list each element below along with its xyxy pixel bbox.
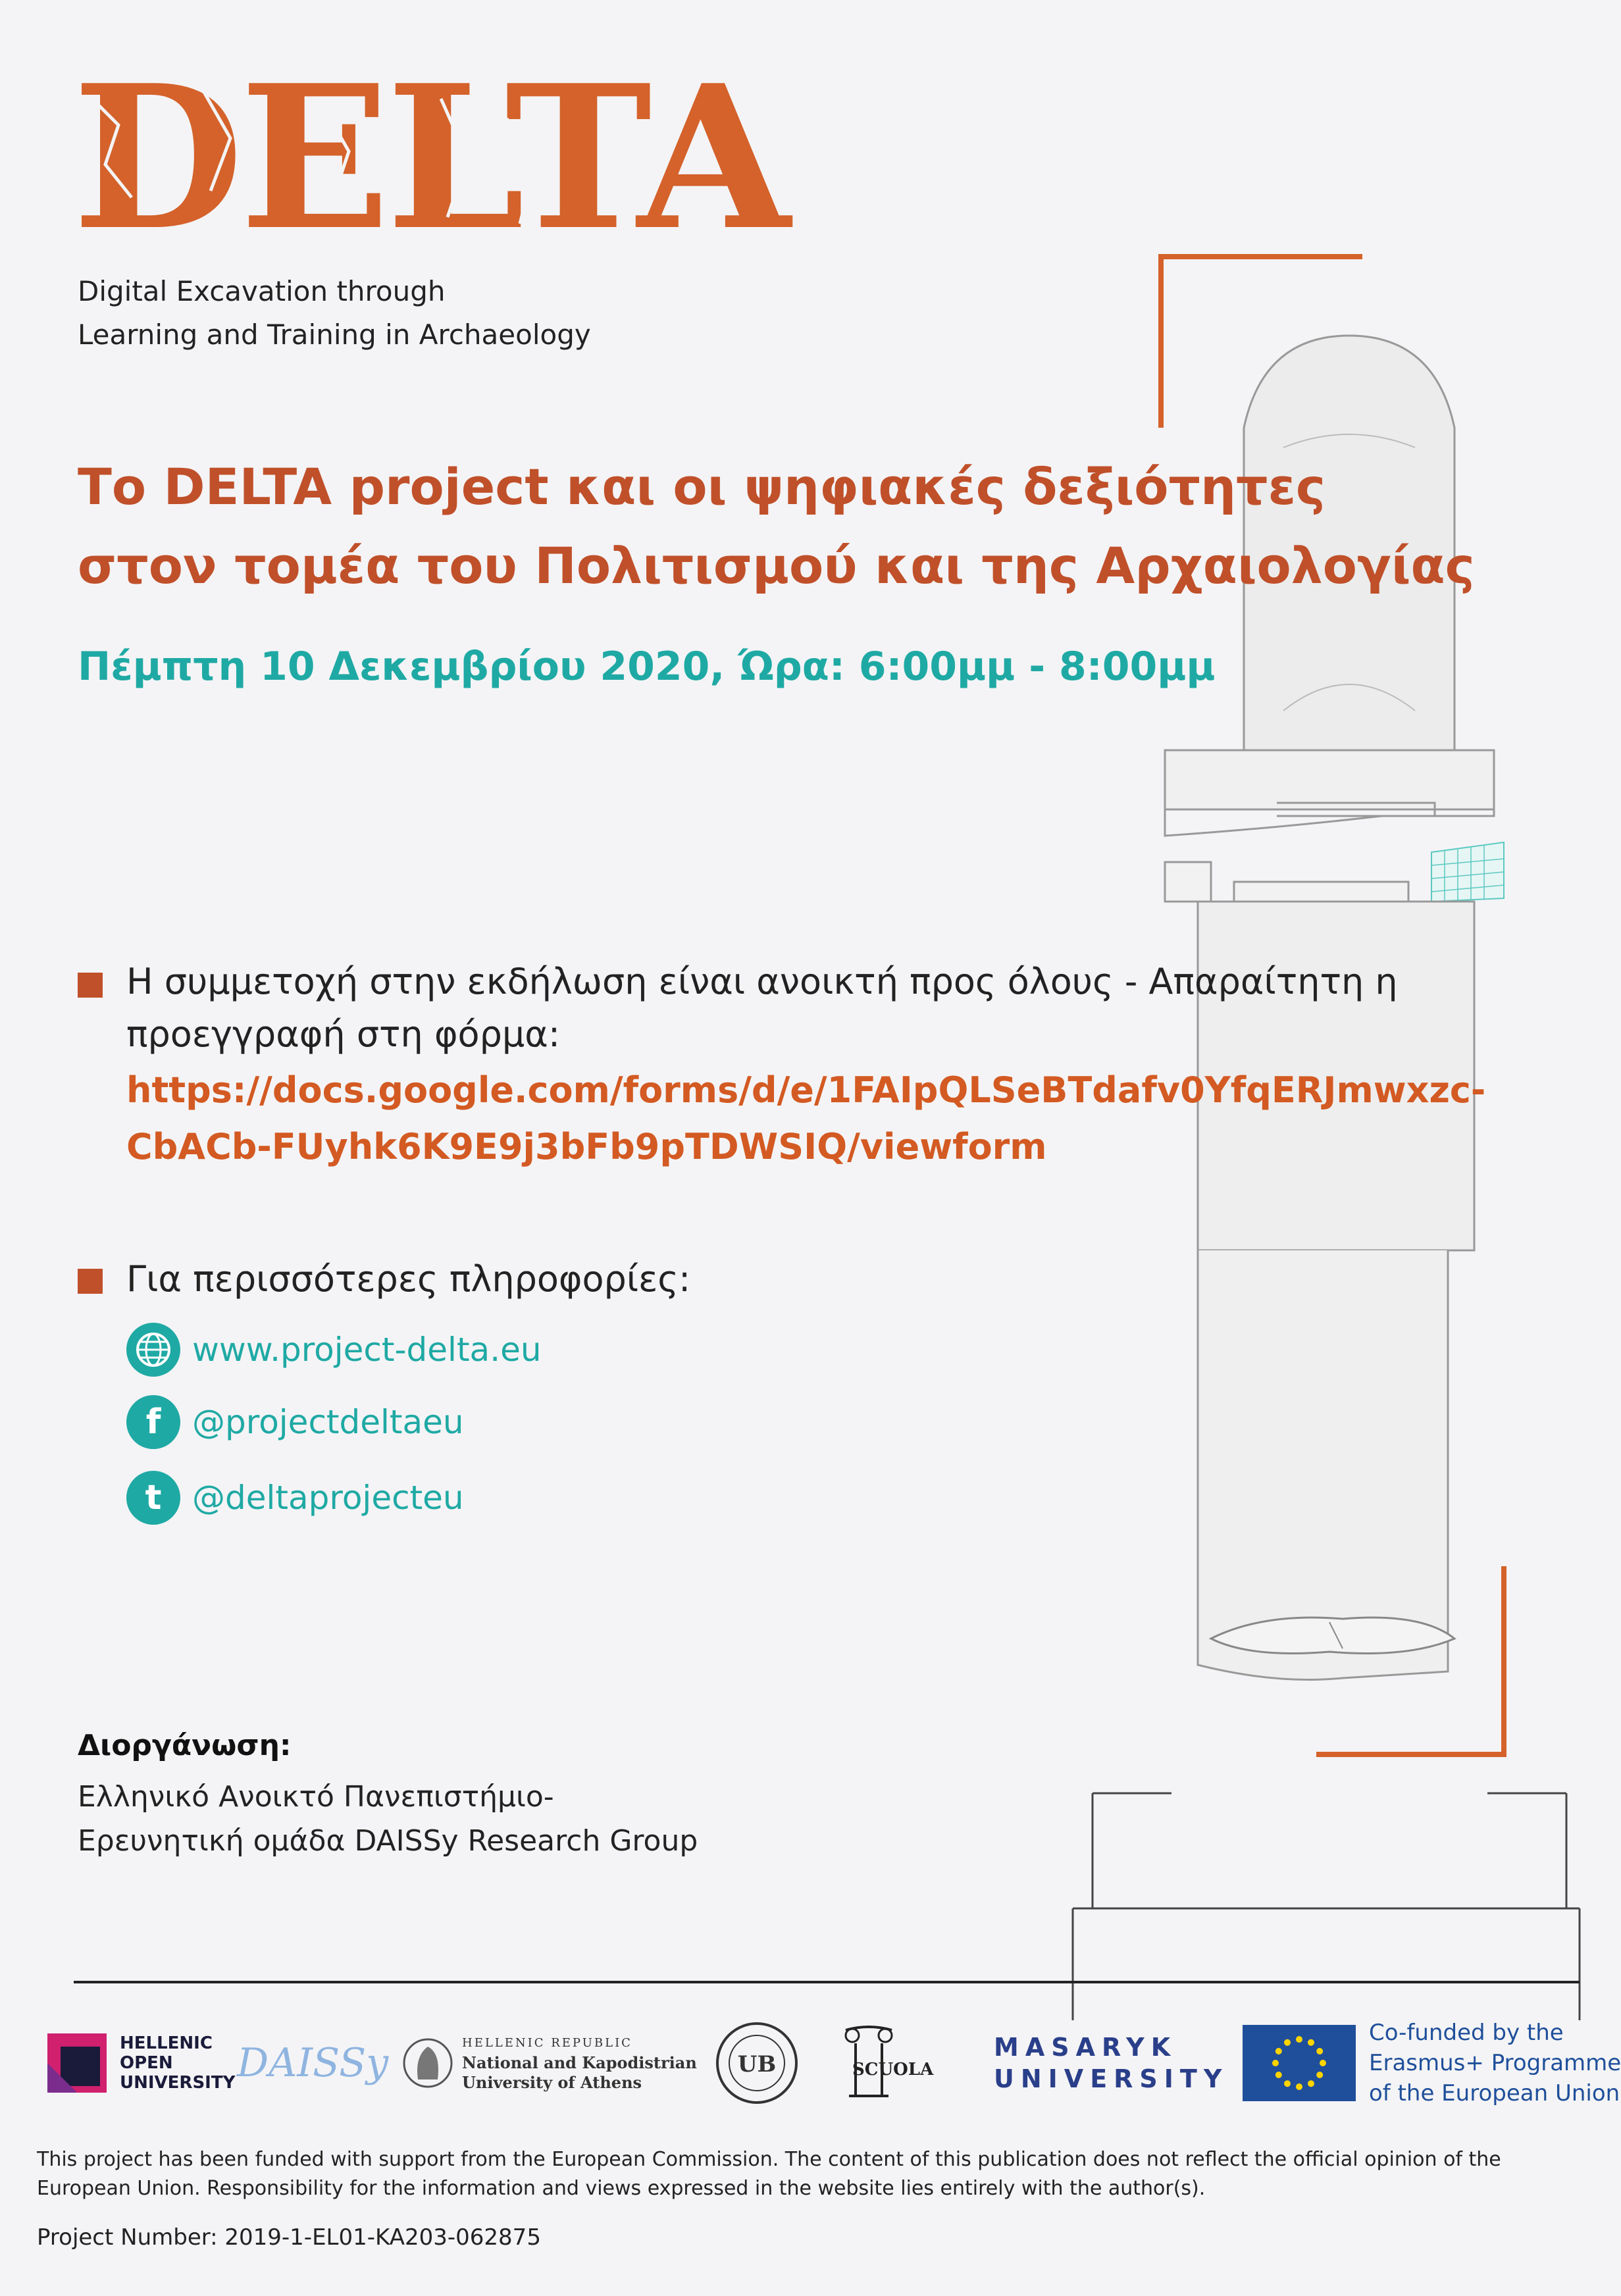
registration-link-line-1[interactable]: https://docs.google.com/forms/d/e/1FAIpQLSeBTdafv0YfqERJmwxzc-: [126, 1069, 1486, 1111]
registration-line-2: προεγγραφή στη φόρμα:: [126, 1013, 561, 1055]
eu-star-icon: [1296, 2083, 1302, 2090]
hou-logo: [41, 2014, 235, 2112]
eu-star-icon: [1296, 2036, 1302, 2043]
event-title-line-1: Το DELTA project και οι ψηφιακές δεξιότητες: [78, 457, 1325, 516]
erasmus-line-3: of the European Union: [1369, 2080, 1620, 2106]
eu-star-icon: [1320, 2060, 1326, 2066]
bullet-square: [78, 973, 103, 998]
erasmus-line-2: Erasmus+ Programme: [1369, 2050, 1621, 2076]
daissy-logo: [237, 2014, 388, 2112]
registration-line-1: Η συμμετοχή στην εκδήλωση είναι ανοικτή προς όλους - Απαραίτητη η: [126, 961, 1398, 1002]
svg-text:UB: UB: [737, 2051, 777, 2078]
university-seal-icon: [714, 2020, 800, 2106]
bullet-square: [78, 1269, 103, 1294]
scuola-wordmark: SCUOLA: [852, 2060, 934, 2079]
twitter-link[interactable]: @deltaprojecteu: [192, 1479, 464, 1517]
website-link[interactable]: www.project-delta.eu: [192, 1331, 542, 1369]
nkua-line-1: HELLENIC REPUBLIC: [462, 2036, 632, 2050]
eu-star-icon: [1308, 2039, 1314, 2046]
website-row[interactable]: [126, 1323, 542, 1377]
organizer-line-2: Ερευνητική ομάδα DAISSy Research Group: [78, 1824, 698, 1858]
organizer-line-1: Ελληνικό Ανοικτό Πανεπιστήμιο-: [78, 1780, 554, 1814]
masaryk-logo: [994, 2014, 1228, 2112]
footer-divider: [74, 1981, 1580, 1983]
erasmus-logo: [1243, 2014, 1621, 2112]
hou-line-3: UNIVERSITY: [120, 2073, 236, 2093]
hou-line-1: HELLENIC: [120, 2033, 213, 2053]
eu-star-icon: [1316, 2048, 1323, 2054]
scuola-logo: [839, 2014, 933, 2112]
registration-text: [126, 956, 1410, 1061]
rome-university-seal: [714, 2014, 800, 2112]
hou-emblem-icon: [41, 2027, 113, 2099]
tagline-line-1: Digital Excavation through: [78, 275, 446, 307]
registration-link[interactable]: [126, 1062, 1485, 1175]
eu-star-icon: [1272, 2060, 1279, 2066]
eu-star-icon: [1275, 2048, 1282, 2054]
tagline-line-2: Learning and Training in Archaeology: [78, 319, 591, 351]
eu-star-icon: [1284, 2080, 1291, 2087]
globe-icon: [126, 1323, 180, 1377]
delta-wordmark: DELTA: [72, 41, 786, 274]
masaryk-line-2: UNIVERSITY: [994, 2064, 1229, 2093]
facebook-icon: f: [126, 1395, 180, 1449]
eu-star-icon: [1275, 2072, 1282, 2078]
event-title-line-2: στον τομέα του Πολιτισμού και της Αρχαιολογίας: [78, 536, 1475, 595]
funding-disclaimer: This project has been funded with support from the European Commission. The content of this publication does not reflect the official opinion of the European Union. Responsibility for the information and views expressed in the website lies entirely with the author(s).: [37, 2148, 1501, 2200]
eu-star-icon: [1284, 2039, 1291, 2046]
twitter-row[interactable]: [126, 1471, 464, 1525]
facebook-row[interactable]: [126, 1395, 464, 1449]
facebook-link[interactable]: @projectdeltaeu: [192, 1403, 464, 1441]
event-datetime: Πέμπτη 10 Δεκεμβρίου 2020, Ώρα: 6:00μμ - 8:00μμ: [78, 644, 1216, 690]
organizer-heading: Διοργάνωση:: [78, 1729, 292, 1762]
nkua-line-3: University of Athens: [462, 2073, 642, 2092]
nkua-logo: [401, 2014, 697, 2112]
event-title: [78, 447, 1475, 605]
info-heading: Για περισσότερες πληροφορίες:: [126, 1258, 691, 1300]
masaryk-line-1: MASARYK: [994, 2033, 1177, 2062]
twitter-icon: t: [126, 1471, 180, 1525]
delta-logo: [72, 41, 786, 274]
eu-star-icon: [1308, 2080, 1314, 2087]
athena-head-icon: [401, 2030, 454, 2096]
hou-line-2: OPEN: [120, 2053, 173, 2073]
eu-flag-icon: [1243, 2025, 1356, 2101]
erasmus-line-1: Co-funded by the: [1369, 2020, 1564, 2046]
project-number: Project Number: 2019-1-EL01-KA203-062875: [37, 2224, 541, 2251]
nkua-line-2: National and Kapodistrian: [462, 2053, 697, 2072]
daissy-wordmark: DAISSy: [237, 2040, 389, 2086]
registration-link-line-2[interactable]: CbACb-FUyhk6K9E9j3bFb9pTDWSIQ/viewform: [126, 1126, 1047, 1167]
eu-star-icon: [1316, 2072, 1323, 2078]
